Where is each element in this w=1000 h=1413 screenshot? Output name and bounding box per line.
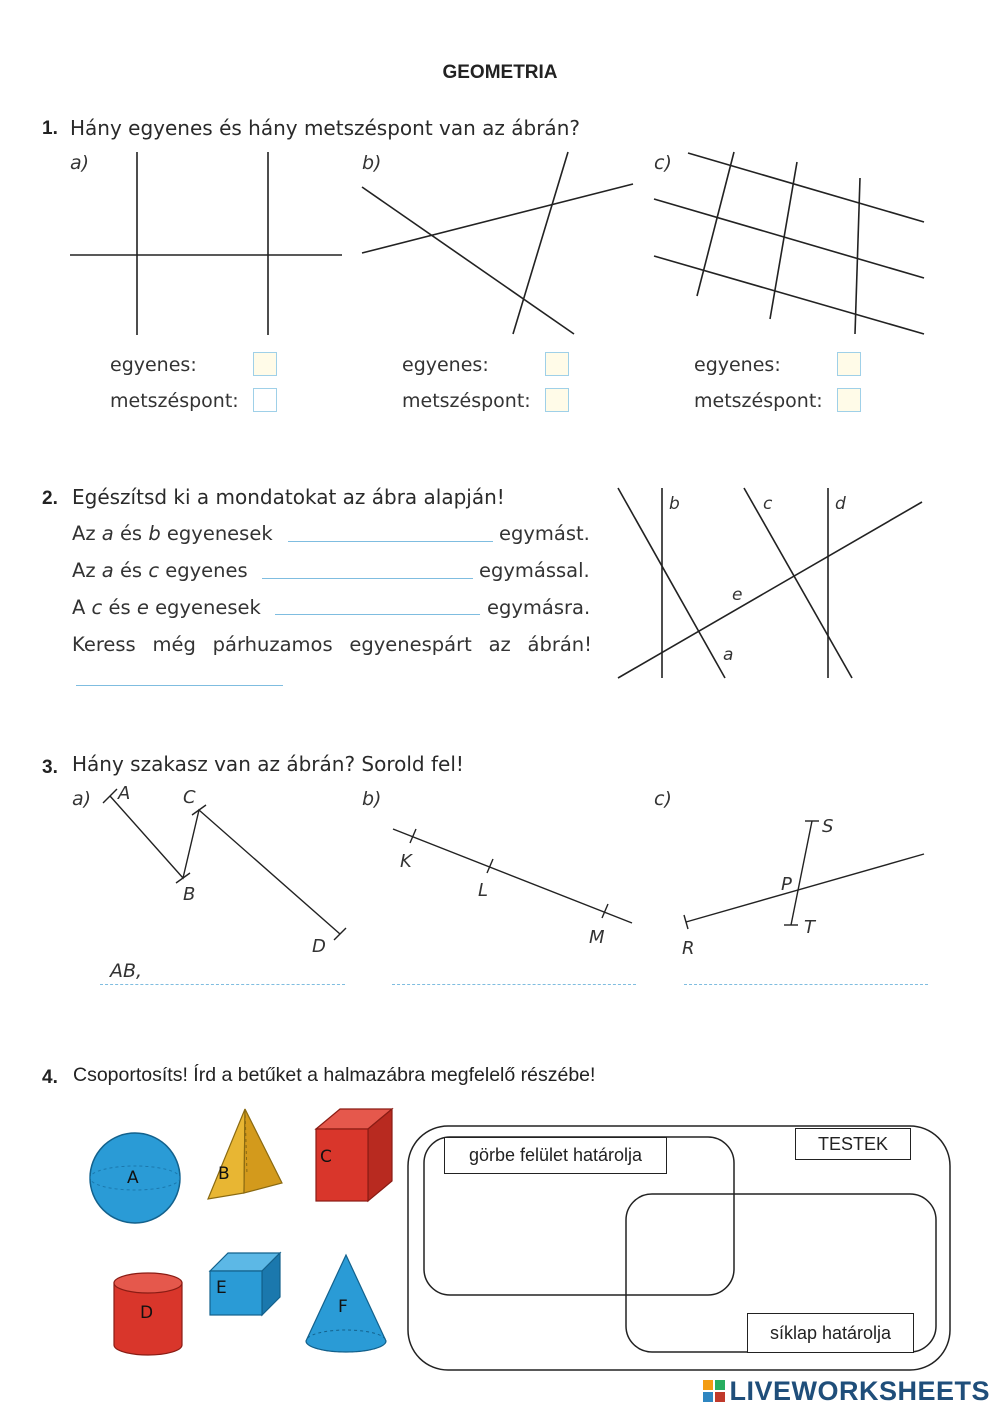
q2-s2-end: egymással. <box>479 559 590 582</box>
q3b-answer-line[interactable] <box>392 984 636 985</box>
q2-figure <box>600 480 940 690</box>
q2-answer-line-3[interactable] <box>275 614 480 615</box>
word: és <box>108 596 131 619</box>
q1a-egyenes-label: egyenes: <box>110 354 197 376</box>
label-b: b <box>669 494 680 514</box>
word: egyenesek <box>155 596 261 619</box>
q3b-label: b) <box>362 788 382 810</box>
q3-text: Hány szakasz van az ábrán? Sorold fel! <box>72 752 464 776</box>
q2-sentence-1 <box>72 522 273 545</box>
q2-s3-end: egymásra. <box>487 596 591 619</box>
shape-label-b: B <box>218 1164 230 1184</box>
q4-shapes <box>0 1095 400 1375</box>
word: egyenes <box>165 559 248 582</box>
q3c-point-s: S <box>822 816 834 837</box>
q2-s1-end: egymást. <box>499 522 590 545</box>
q3c-point-t: T <box>804 917 815 938</box>
q1a-label: a) <box>70 152 90 174</box>
q1-text: Hány egyenes és hány metszéspont van az ábrán? <box>70 116 580 140</box>
q3-figures <box>0 770 1000 970</box>
q1b-metszes-input[interactable] <box>545 388 569 412</box>
shape-c-cube <box>316 1109 392 1201</box>
shape-a-sphere <box>90 1133 180 1223</box>
q3b-point-k: K <box>400 851 412 872</box>
shape-f-cone <box>306 1255 386 1352</box>
var-c: c <box>148 559 160 582</box>
word: és <box>119 559 143 582</box>
q2-number: 2. <box>42 488 58 509</box>
var-a: a <box>101 559 114 582</box>
q1a-egyenes-input[interactable] <box>253 352 277 376</box>
liveworksheets-logo <box>703 1376 990 1407</box>
q3b-point-l: L <box>478 880 489 901</box>
q3c-answer-line[interactable] <box>684 984 928 985</box>
venn-label-testek: TESTEK <box>795 1128 911 1160</box>
q2-sentence-2 <box>72 559 248 582</box>
word: és <box>119 522 143 545</box>
var-a: a <box>101 522 114 545</box>
q1b-line-2 <box>362 184 633 253</box>
q3c-label: c) <box>654 788 672 810</box>
q1c-line-3 <box>654 256 924 334</box>
q1b-line-3 <box>513 152 568 334</box>
q4-number: 4. <box>42 1067 58 1088</box>
word: egyenesek <box>166 522 273 545</box>
q1c-metszes-input[interactable] <box>837 388 861 412</box>
q4-text: Csoportosíts! Írd a betűket a halmazábra megfelelő részébe! <box>73 1064 596 1086</box>
venn-label-gorbe: görbe felület határolja <box>444 1137 667 1174</box>
word: Az <box>72 559 96 582</box>
var-b: b <box>148 522 161 545</box>
q2-text: Egészítsd ki a mondatokat az ábra alapján! <box>72 485 505 509</box>
q3a-answer-prefix: AB, <box>110 960 143 982</box>
line-e <box>618 502 922 678</box>
q1b-metszes-label: metszéspont: <box>402 390 531 412</box>
q1a-metszes-label: metszéspont: <box>110 390 239 412</box>
q1c-label: c) <box>654 152 672 174</box>
q2-answer-line-2[interactable] <box>262 578 473 579</box>
label-e: e <box>732 585 743 605</box>
venn-label-siklap: síklap határolja <box>747 1313 914 1353</box>
shape-b-pyramid <box>208 1109 282 1199</box>
q3-number: 3. <box>42 757 58 778</box>
q2-sentence-3 <box>72 596 261 619</box>
q1b-label: b) <box>362 152 382 174</box>
q3a-label: a) <box>72 788 92 810</box>
shape-label-a: A <box>127 1168 139 1188</box>
q2-sentence-4: Keress még párhuzamos egyenespárt az ábrán! <box>72 633 592 656</box>
q3a-point-a: A <box>118 783 131 804</box>
line-c <box>744 488 852 678</box>
q1c-line-1 <box>688 153 924 222</box>
q1c-egyenes-label: egyenes: <box>694 354 781 376</box>
q3c-point-r: R <box>682 938 695 959</box>
q3a-point-c: C <box>183 787 196 808</box>
var-c: c <box>91 596 103 619</box>
q3c-point-p: P <box>781 874 792 895</box>
q1b-line-1 <box>362 187 574 334</box>
shape-e-cube <box>210 1253 280 1315</box>
q3c-line-r <box>686 854 924 922</box>
word: A <box>72 596 86 619</box>
q3b-line <box>393 829 632 923</box>
q3a-point-d: D <box>312 936 326 957</box>
shape-label-e: E <box>216 1278 227 1298</box>
shape-label-f: F <box>338 1297 348 1317</box>
label-c: c <box>763 494 773 514</box>
q3b-point-m: M <box>589 927 605 948</box>
q3a-polyline <box>110 796 340 934</box>
q3a-point-b: B <box>183 884 196 905</box>
shape-d-cylinder <box>114 1273 182 1355</box>
line-a <box>618 488 725 678</box>
logo-text: LIVEWORKSHEETS <box>729 1376 990 1406</box>
q3a-answer-line[interactable] <box>100 984 345 985</box>
liveworksheets-logo-icon <box>703 1380 725 1402</box>
label-a: a <box>723 645 734 665</box>
page-title: GEOMETRIA <box>442 62 558 83</box>
q1b-egyenes-label: egyenes: <box>402 354 489 376</box>
q1c-metszes-label: metszéspont: <box>694 390 823 412</box>
q1-figures <box>0 0 1000 340</box>
q3c-segment-st <box>791 821 812 925</box>
shape-label-d: D <box>140 1303 154 1323</box>
q1b-egyenes-input[interactable] <box>545 352 569 376</box>
q1c-egyenes-input[interactable] <box>837 352 861 376</box>
q1a-metszes-input[interactable] <box>253 388 277 412</box>
q1-number: 1. <box>42 118 58 139</box>
shape-label-c: C <box>320 1147 332 1167</box>
word: Az <box>72 522 96 545</box>
var-e: e <box>136 596 149 619</box>
q2-answer-line-1[interactable] <box>288 541 493 542</box>
q2-answer-line-4[interactable] <box>76 685 283 686</box>
label-d: d <box>835 494 846 514</box>
